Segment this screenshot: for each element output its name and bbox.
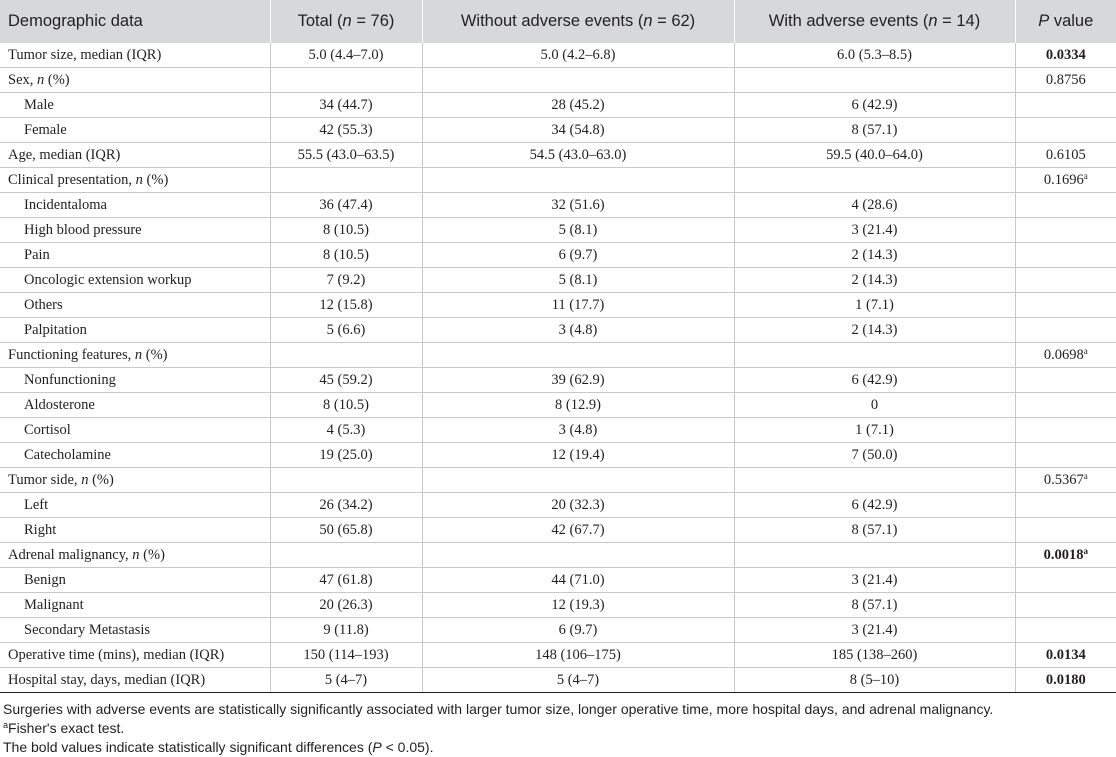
with-adverse-cell: 7 (50.0) — [734, 443, 1015, 468]
total-cell: 47 (61.8) — [270, 568, 422, 593]
p-value-cell — [1015, 593, 1116, 618]
row-label: Secondary Metastasis — [0, 618, 270, 643]
without-adverse-cell: 12 (19.3) — [422, 593, 734, 618]
total-cell — [270, 168, 422, 193]
with-adverse-cell: 6 (42.9) — [734, 93, 1015, 118]
with-adverse-cell — [734, 543, 1015, 568]
total-cell: 5 (4–7) — [270, 668, 422, 693]
with-adverse-cell: 2 (14.3) — [734, 318, 1015, 343]
table-row — [0, 593, 1116, 618]
table-row — [0, 68, 1116, 93]
p-value-cell — [1015, 418, 1116, 443]
total-cell: 12 (15.8) — [270, 293, 422, 318]
p-value-cell: 0.0018$^a$ — [1015, 543, 1116, 568]
row-label: Others — [0, 293, 270, 318]
header-demographic-data: Demographic data — [0, 0, 270, 43]
without-adverse-cell: 34 (54.8) — [422, 118, 734, 143]
without-adverse-cell: 8 (12.9) — [422, 393, 734, 418]
with-adverse-cell — [734, 168, 1015, 193]
header-total: Total (n = 76) — [270, 0, 422, 43]
total-cell: 20 (26.3) — [270, 593, 422, 618]
row-label: Cortisol — [0, 418, 270, 443]
row-label: Benign — [0, 568, 270, 593]
table-row — [0, 168, 1116, 193]
with-adverse-cell — [734, 68, 1015, 93]
row-label: Incidentaloma — [0, 193, 270, 218]
row-label: High blood pressure — [0, 218, 270, 243]
table-row — [0, 118, 1116, 143]
p-value-cell: 0.0698$^a$ — [1015, 343, 1116, 368]
table-row — [0, 193, 1116, 218]
table-row — [0, 668, 1116, 693]
row-label: Malignant — [0, 593, 270, 618]
total-cell: 8 (10.5) — [270, 393, 422, 418]
with-adverse-cell: 4 (28.6) — [734, 193, 1015, 218]
without-adverse-cell: 5 (8.1) — [422, 268, 734, 293]
with-adverse-cell: 3 (21.4) — [734, 618, 1015, 643]
without-adverse-cell: 39 (62.9) — [422, 368, 734, 393]
without-adverse-cell — [422, 468, 734, 493]
total-cell: 150 (114–193) — [270, 643, 422, 668]
with-adverse-cell — [734, 468, 1015, 493]
p-value-cell — [1015, 243, 1116, 268]
total-cell: 8 (10.5) — [270, 243, 422, 268]
table-row — [0, 643, 1116, 668]
p-value-cell — [1015, 368, 1116, 393]
p-value-cell: 0.0134 — [1015, 643, 1116, 668]
with-adverse-cell: 2 (14.3) — [734, 268, 1015, 293]
without-adverse-cell: 32 (51.6) — [422, 193, 734, 218]
row-label: Adrenal malignancy, n (%) — [0, 543, 270, 568]
with-adverse-cell: 1 (7.1) — [734, 293, 1015, 318]
without-adverse-cell: 3 (4.8) — [422, 418, 734, 443]
footnote-marker: a — [1083, 470, 1088, 481]
footnote-fisher: $^a$Fisher's exact test. — [3, 720, 125, 736]
table-row — [0, 293, 1116, 318]
row-label: Functioning features, n (%) — [0, 343, 270, 368]
table-header — [0, 0, 1116, 43]
p-value-cell: 0.8756 — [1015, 68, 1116, 93]
footnote-marker: a — [1083, 170, 1088, 181]
table-row — [0, 518, 1116, 543]
row-label: Operative time (mins), median (IQR) — [0, 643, 270, 668]
table-row — [0, 468, 1116, 493]
row-label: Right — [0, 518, 270, 543]
total-cell: 42 (55.3) — [270, 118, 422, 143]
table-footnotes — [0, 700, 1116, 757]
without-adverse-cell: 6 (9.7) — [422, 243, 734, 268]
total-cell: 45 (59.2) — [270, 368, 422, 393]
without-adverse-cell: 6 (9.7) — [422, 618, 734, 643]
total-cell: 19 (25.0) — [270, 443, 422, 468]
p-value-cell — [1015, 393, 1116, 418]
without-adverse-cell: 5 (8.1) — [422, 218, 734, 243]
p-value-cell — [1015, 518, 1116, 543]
with-adverse-cell: 185 (138–260) — [734, 643, 1015, 668]
total-cell — [270, 468, 422, 493]
table-row — [0, 443, 1116, 468]
p-value-cell: 0.0334 — [1015, 43, 1116, 68]
with-adverse-cell: 59.5 (40.0–64.0) — [734, 143, 1015, 168]
row-label: Tumor size, median (IQR) — [0, 43, 270, 68]
with-adverse-cell: 6 (42.9) — [734, 493, 1015, 518]
total-cell — [270, 68, 422, 93]
with-adverse-cell: 8 (57.1) — [734, 118, 1015, 143]
header-with-adverse-events: With adverse events (n = 14) — [734, 0, 1015, 43]
with-adverse-cell: 8 (57.1) — [734, 518, 1015, 543]
table-row — [0, 618, 1116, 643]
footnote-bold-values: The bold values indicate statistically significant differences (P < 0.05). — [3, 739, 434, 755]
table-row — [0, 268, 1116, 293]
total-cell: 4 (5.3) — [270, 418, 422, 443]
p-value-cell — [1015, 318, 1116, 343]
table-row — [0, 343, 1116, 368]
p-value-cell: 0.5367$^a$ — [1015, 468, 1116, 493]
footnote-marker: a — [1083, 545, 1088, 556]
with-adverse-cell: 6.0 (5.3–8.5) — [734, 43, 1015, 68]
table-row — [0, 43, 1116, 68]
without-adverse-cell — [422, 543, 734, 568]
p-value-cell — [1015, 568, 1116, 593]
total-cell: 8 (10.5) — [270, 218, 422, 243]
total-cell: 9 (11.8) — [270, 618, 422, 643]
table-row — [0, 93, 1116, 118]
with-adverse-cell: 0 — [734, 393, 1015, 418]
without-adverse-cell: 11 (17.7) — [422, 293, 734, 318]
table-row — [0, 368, 1116, 393]
row-label: Palpitation — [0, 318, 270, 343]
row-label: Catecholamine — [0, 443, 270, 468]
with-adverse-cell: 8 (57.1) — [734, 593, 1015, 618]
total-cell: 26 (34.2) — [270, 493, 422, 518]
row-label: Nonfunctioning — [0, 368, 270, 393]
without-adverse-cell: 44 (71.0) — [422, 568, 734, 593]
without-adverse-cell: 12 (19.4) — [422, 443, 734, 468]
without-adverse-cell: 148 (106–175) — [422, 643, 734, 668]
header-p-value: P value — [1015, 0, 1116, 43]
without-adverse-cell — [422, 68, 734, 93]
row-label: Sex, n (%) — [0, 68, 270, 93]
p-value-cell — [1015, 93, 1116, 118]
without-adverse-cell: 28 (45.2) — [422, 93, 734, 118]
total-cell: 34 (44.7) — [270, 93, 422, 118]
row-label: Oncologic extension workup — [0, 268, 270, 293]
total-cell — [270, 343, 422, 368]
without-adverse-cell: 42 (67.7) — [422, 518, 734, 543]
footnote-marker: a — [1083, 345, 1088, 356]
row-label: Age, median (IQR) — [0, 143, 270, 168]
table-row — [0, 143, 1116, 168]
with-adverse-cell: 3 (21.4) — [734, 568, 1015, 593]
p-value-cell — [1015, 268, 1116, 293]
p-value-cell — [1015, 618, 1116, 643]
without-adverse-cell: 20 (32.3) — [422, 493, 734, 518]
table-row — [0, 418, 1116, 443]
p-value-cell — [1015, 218, 1116, 243]
row-label: Tumor side, n (%) — [0, 468, 270, 493]
with-adverse-cell: 6 (42.9) — [734, 368, 1015, 393]
p-value-cell — [1015, 493, 1116, 518]
table-row — [0, 543, 1116, 568]
header-without-adverse-events: Without adverse events (n = 62) — [422, 0, 734, 43]
total-cell — [270, 543, 422, 568]
footnote-summary: Surgeries with adverse events are statistically significantly associated with larger tumor size, longer operative time, more hospital days, and adrenal malignancy. — [3, 701, 994, 717]
row-label: Female — [0, 118, 270, 143]
p-value-cell: 0.0180 — [1015, 668, 1116, 693]
table-row — [0, 568, 1116, 593]
total-cell: 50 (65.8) — [270, 518, 422, 543]
with-adverse-cell — [734, 343, 1015, 368]
without-adverse-cell: 5 (4–7) — [422, 668, 734, 693]
row-label: Male — [0, 93, 270, 118]
table-body — [0, 43, 1116, 693]
row-label: Hospital stay, days, median (IQR) — [0, 668, 270, 693]
p-value-cell: 0.1696$^a$ — [1015, 168, 1116, 193]
row-label: Pain — [0, 243, 270, 268]
row-label: Clinical presentation, n (%) — [0, 168, 270, 193]
row-label: Aldosterone — [0, 393, 270, 418]
with-adverse-cell: 1 (7.1) — [734, 418, 1015, 443]
total-cell: 5 (6.6) — [270, 318, 422, 343]
p-value-cell — [1015, 443, 1116, 468]
total-cell: 36 (47.4) — [270, 193, 422, 218]
total-cell: 55.5 (43.0–63.5) — [270, 143, 422, 168]
without-adverse-cell: 3 (4.8) — [422, 318, 734, 343]
total-cell: 5.0 (4.4–7.0) — [270, 43, 422, 68]
without-adverse-cell: 54.5 (43.0–63.0) — [422, 143, 734, 168]
table-row — [0, 393, 1116, 418]
without-adverse-cell: 5.0 (4.2–6.8) — [422, 43, 734, 68]
table-row — [0, 493, 1116, 518]
with-adverse-cell: 2 (14.3) — [734, 243, 1015, 268]
with-adverse-cell: 8 (5–10) — [734, 668, 1015, 693]
p-value-cell — [1015, 293, 1116, 318]
table-row — [0, 218, 1116, 243]
table-row — [0, 243, 1116, 268]
p-value-cell: 0.6105 — [1015, 143, 1116, 168]
p-value-cell — [1015, 193, 1116, 218]
without-adverse-cell — [422, 168, 734, 193]
with-adverse-cell: 3 (21.4) — [734, 218, 1015, 243]
table-row — [0, 318, 1116, 343]
p-value-cell — [1015, 118, 1116, 143]
without-adverse-cell — [422, 343, 734, 368]
header-row — [0, 0, 1116, 43]
row-label: Left — [0, 493, 270, 518]
total-cell: 7 (9.2) — [270, 268, 422, 293]
